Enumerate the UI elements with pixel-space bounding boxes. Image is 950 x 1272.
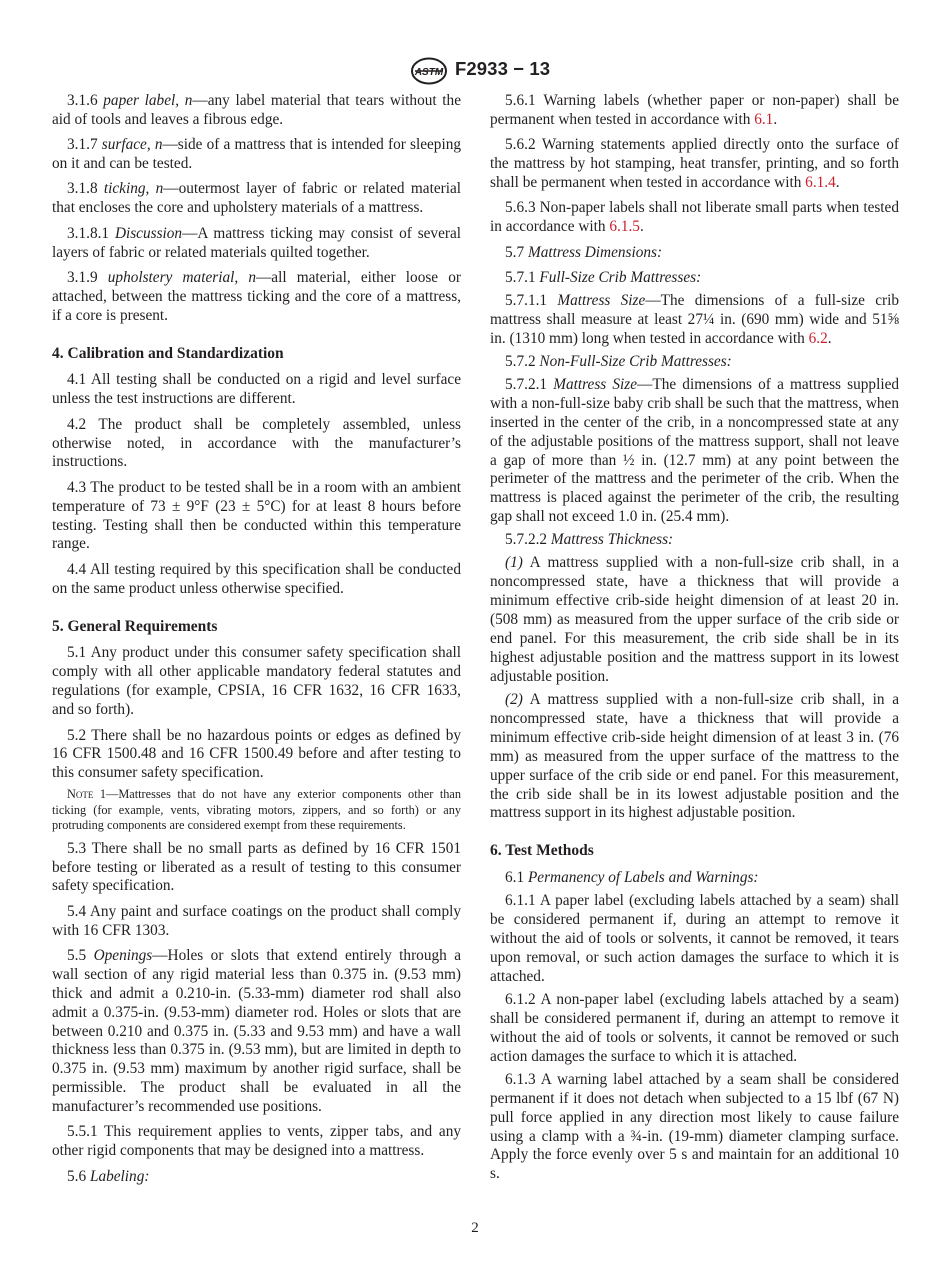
clause-5-6: 5.6 Labeling: [67,1167,150,1185]
clause-4-2: 4.2 The product shall be completely assembled, unless otherwise noted, in accordance with the manufacturer’s instructions. [52,415,461,471]
clause-5-1: 5.1 Any product under this consumer safety specification shall comply with all other applicable mandatory federal statutes and regulations (for example, CPSIA, 16 CFR 1632, 16 CFR 1633, and so forth). [52,644,461,719]
clause-5-4: 5.4 Any paint and surface coatings on the product shall comply with 16 CFR 1303. [52,902,461,939]
clause-4-1: 4.1 All testing shall be conducted on a rigid and level surface unless the test instructions are different. [52,371,461,408]
clause-5-7-1-1: 5.7.1.1 Mattress Size—The dimensions of a full-size crib mattress shall measure at least 27¼ in. (690 mm) wide and 51⅝ in. (1310 mm) long when tested in accordance with 6.2. [490,291,900,347]
clause-3-1-8-1: 3.1.8.1 Discussion—A mattress ticking may consist of several layers of fabric or related materials quilted together. [52,224,462,261]
note-1: Note 1—Mattresses that do not have any exterior components other than ticking (for example, vents, vibrating motors, zippers, and so forth) or any protruding components are considered exempt from these requirements. [52,787,461,833]
section-heading-5: 5. General Requirements [52,617,218,635]
page-header [0,57,950,87]
clause-5-7-2-2: 5.7.2.2 Mattress Thickness: [505,531,674,549]
right-column [490,92,899,1184]
astm-logo-icon [409,57,449,85]
clause-5-7-2: 5.7.2 Non-Full-Size Crib Mattresses: [505,352,732,370]
clause-4-4: 4.4 All testing required by this specification shall be conducted on the same product unless otherwise specified. [52,560,461,597]
clause-3-1-7: 3.1.7 surface, n—side of a mattress that is intended for sleeping on it and can be tested. [52,136,461,173]
clause-6-1-3: 6.1.3 A warning label attached by a seam shall be considered permanent if it does not detach when subjected to a 15 lbf (67 N) pull force applied in any direction most likely to cause failure using a clamp with a ¾-in. (19-mm) diameter clamping surface. Apply the force evenly over 5 s and maintain for an additional 10 s. [490,1070,899,1183]
clause-6-1-1: 6.1.1 A paper label (excluding labels attached by a seam) shall be considered permanent if, during an attempt to remove it without the aid of tools or solvents, it cannot be removed, it tears upon removal, or such action damages the surface to which it is attached. [490,892,899,985]
ref-6-1-4[interactable]: 6.1.4 [805,174,836,192]
clause-5-5-1: 5.5.1 This requirement applies to vents, zipper tabs, and any other rigid components that may be designed into a mattress. [52,1123,461,1160]
ref-6-1[interactable]: 6.1 [754,110,774,128]
clause-5-7-2-2-2: (2) A mattress supplied with a non-full-size crib shall, in a noncompressed state, have a thickness that will provide a minimum effective crib-side height dimension of at least 3 in. (76 mm) as measured from the upper surface of the mattress to the upper surface of the crib side or end panel. For this measurement, the crib side shall be in its lowest adjustable position and the mattress support in its highest adjustable position. [490,690,899,822]
section-heading-4: 4. Calibration and Standardization [52,344,284,362]
clause-5-3: 5.3 There shall be no small parts as defined by 16 CFR 1501 before testing or liberated as a result of testing to this consumer safety specification. [52,839,461,895]
clause-5-2: 5.2 There shall be no hazardous points or edges as defined by 16 CFR 1500.48 and 16 CFR 1500.49 before and after testing to this consumer safety specification. [52,726,461,782]
clause-5-6-1: 5.6.1 Warning labels (whether paper or non-paper) shall be permanent when tested in accordance with 6.1. [490,92,899,128]
clause-3-1-8: 3.1.8 ticking, n—outermost layer of fabric or related material that encloses the core and upholstery materials of a mattress. [52,180,461,217]
clause-3-1-6: 3.1.6 paper label, n—any label material that tears without the aid of tools and leaves a fibrous edge. [52,92,461,128]
clause-5-6-3: 5.6.3 Non-paper labels shall not liberate small parts when tested in accordance with 6.1.5. [490,199,899,236]
ref-6-1-5[interactable]: 6.1.5 [609,218,640,236]
clause-6-1: 6.1 Permanency of Labels and Warnings: [505,869,759,887]
left-column [52,92,461,1187]
clause-5-7-2-2-1: (1) A mattress supplied with a non-full-size crib shall, in a noncompressed state, have a thickness that will provide a minimum effective crib-side height dimension of at least 20 in. (508 mm) as measured from the upper surface of the crib side or end panel. For this measurement, the crib side shall be in its highest adjustable position and the mattress support in its lowest adjustable position. [490,554,899,685]
logo-text: ASTM [414,67,444,78]
section-heading-6: 6. Test Methods [490,842,594,860]
document-designation: F2933 − 13 [455,58,551,79]
clause-5-5: 5.5 Openings—Holes or slots that extend entirely through a wall section of any rigid material less than 0.375 in. (9.53 mm) thick and admit a 0.210-in. (5.33-mm) diameter rod shall also admit a 0.375-in. (9.53-mm) diameter rod. Holes or slots that are between 0.210 and 0.375 in. (5.33 and 9.53 mm) and have a wall thickness less than 0.375 in. (9.53 mm), but are limited in depth to 0.375 in. (9.53 mm) maximum by another rigid surface, shall be permissible. The product shall be evaluated in all the manufacturer’s recommended use positions. [52,946,462,1116]
clause-5-7-1: 5.7.1 Full-Size Crib Mattresses: [505,268,702,286]
clause-5-6-2: 5.6.2 Warning statements applied directly onto the surface of the mattress by hot stamping, heat transfer, printing, and so forth shall be permanent when tested in accordance with 6.1.4. [490,136,899,192]
clause-6-1-2: 6.1.2 A non-paper label (excluding labels attached by a seam) shall be considered permanent if, during an attempt to remove it without the aid of tools or solvents, it cannot be removed or such action damages the surface to which it is attached. [490,991,899,1065]
clause-5-7-2-1: 5.7.2.1 Mattress Size—The dimensions of a mattress supplied with a non-full-size baby crib shall be such that the mattress, when inserted in the center of the crib, in a noncompressed state at any of the adjustable positions of the mattress support, shall not leave a gap of more than ½ in. (12.7 mm) at any point between the perimeter of the mattress and the perimeter of the crib. When the mattress is placed against the perimeter of the crib, the resulting gap shall not exceed 1.0 in. (25.4 mm). [490,375,900,526]
page-number: 2 [471,1220,479,1236]
ref-6-2[interactable]: 6.2 [808,329,828,347]
clause-5-7: 5.7 Mattress Dimensions: [505,243,663,261]
clause-3-1-9: 3.1.9 upholstery material, n—all material, either loose or attached, between the mattress ticking and the core of a mattress, if a core is present. [52,268,462,324]
clause-4-3: 4.3 The product to be tested shall be in a room with an ambient temperature of 73 ± 9°F (23 ± 5°C) for at least 8 hours before testing. Testing shall then be conducted within this temperature range. [52,478,461,553]
